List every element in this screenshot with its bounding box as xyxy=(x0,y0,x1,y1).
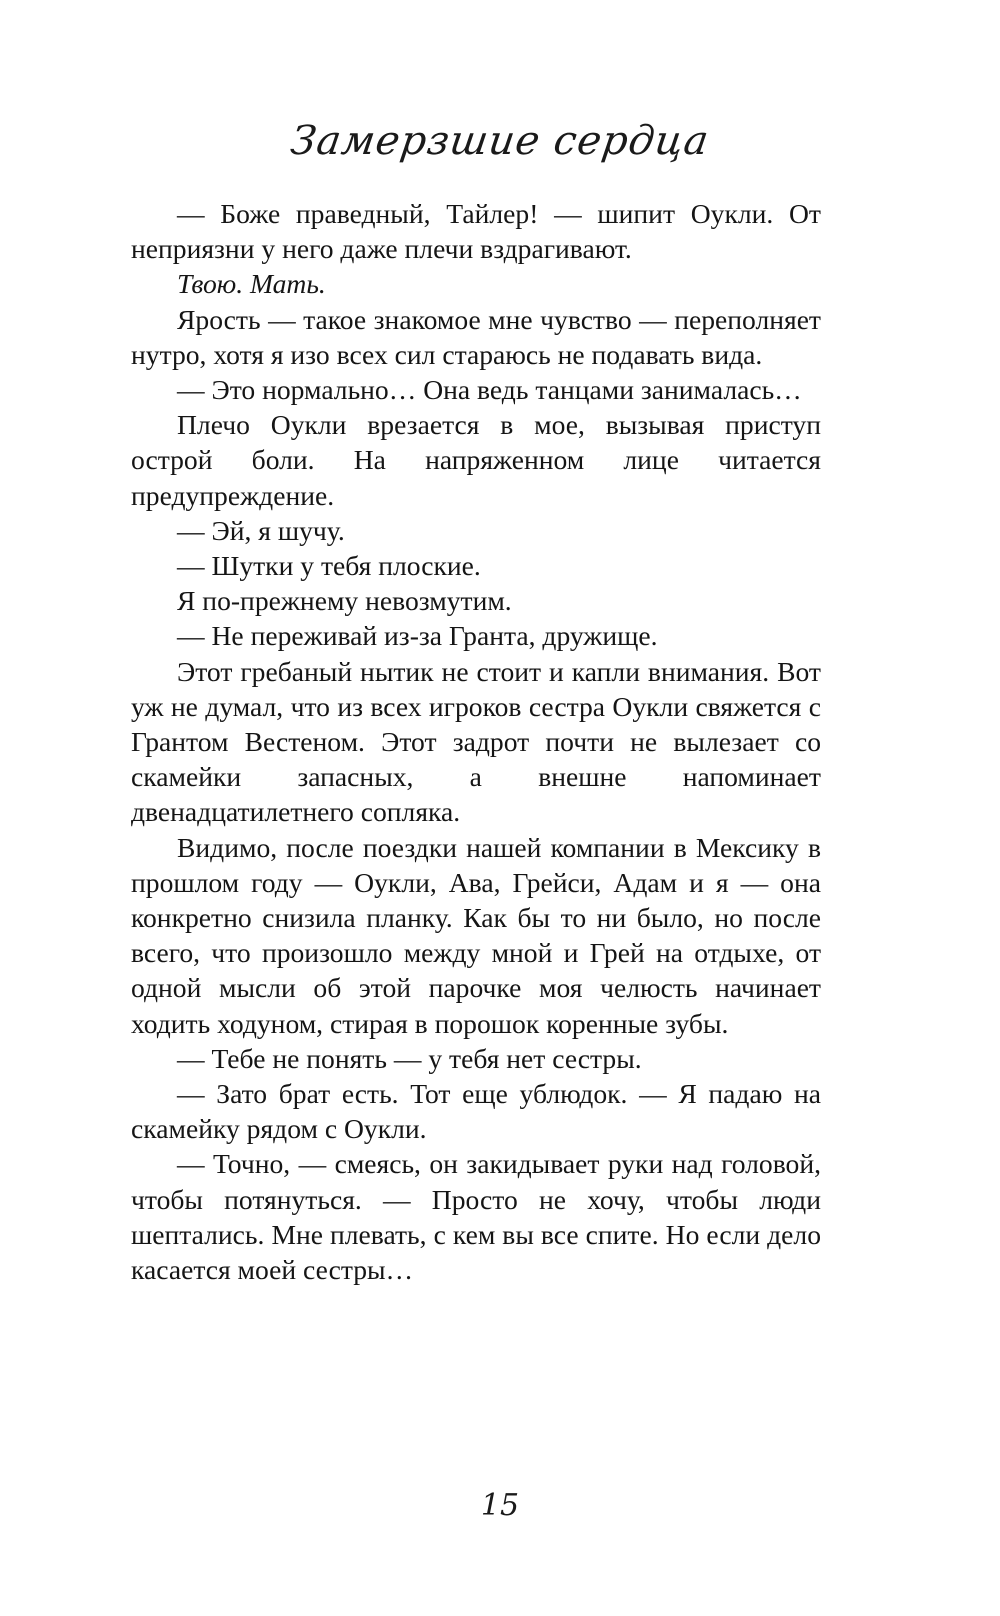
paragraph: Я по-прежнему невозмутим. xyxy=(177,585,512,617)
running-header-title: Замерзшие сердца xyxy=(287,118,713,164)
paragraph: — Тебе не понять — у тебя нет сестры. xyxy=(177,1042,642,1074)
paragraph: Ярость — такое знакомое мне чувство — переполняет нутро, хотя я изо всех сил стараюсь не подавать вида. xyxy=(131,303,821,370)
page-number: 15 xyxy=(480,1488,520,1523)
paragraph: — Шутки у тебя плоские. xyxy=(177,550,481,582)
paragraph: — Это нормально… Она ведь танцами занималась… xyxy=(177,374,802,406)
paragraph: — Эй, я шучу. xyxy=(177,514,345,546)
paragraph: — Точно, — смеясь, он закидывает руки над головой, чтобы потянуться. — Просто не хочу, чтобы люди шептались. Мне плевать, с кем вы все спите. Но если дело касается моей сестры… xyxy=(131,1148,821,1286)
paragraph: — Зато брат есть. Тот еще ублюдок. — Я падаю на скамейку рядом с Оукли. xyxy=(131,1078,821,1145)
paragraph: Этот гребаный нытик не стоит и капли внимания. Вот уж не думал, что из всех игроков сестра Оукли свяжется с Грантом Вестеном. Этот задрот почти не вылезает со скамейки запасных, а внешне напоминает двенадцатилетнего сопляка. xyxy=(131,655,821,828)
paragraph-italic: Твою. Мать. xyxy=(177,268,326,300)
paragraph: — Боже праведный, Тайлер! — шипит Оукли. От неприязни у него даже плечи вздрагивают. xyxy=(131,198,821,265)
paragraph: — Не переживай из-за Гранта, дружище. xyxy=(177,620,658,652)
paragraph: Видимо, после поездки нашей компании в Мексику в прошлом году — Оукли, Ава, Грейси, Адам и я — она конкретно снизила планку. Как бы то ни было, но после всего, что произошло между мной и Грей на отдыхе, от одной мысли об этой парочке моя челюсть начинает ходить ходуном, стирая в порошок коренные зубы. xyxy=(131,831,821,1039)
body-text xyxy=(131,196,821,1287)
paragraph: Плечо Оукли врезается в мое, вызывая приступ острой боли. На напряженном лице читается предупреждение. xyxy=(131,409,821,511)
